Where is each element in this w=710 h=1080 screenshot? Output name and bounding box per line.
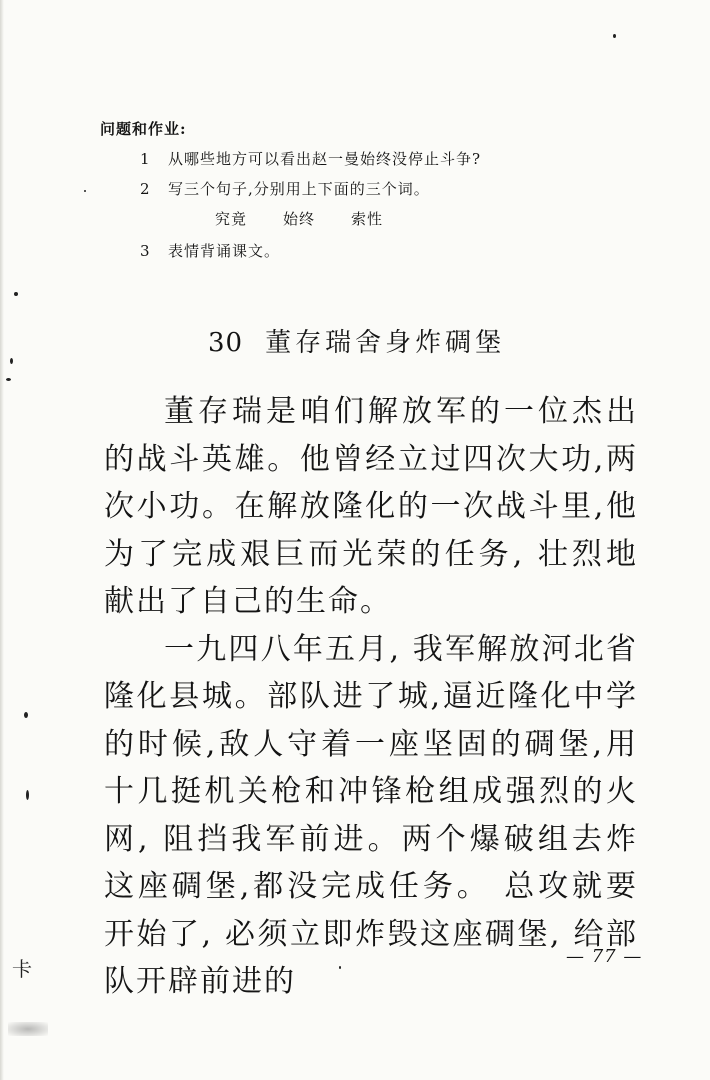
scan-speck (24, 712, 28, 718)
scan-speck (84, 190, 86, 192)
exercise-item-number: 1 (140, 150, 151, 168)
lesson-body (104, 388, 638, 1006)
scan-speck (14, 292, 18, 296)
exercise-item-number: 3 (140, 242, 151, 260)
lesson-title (208, 322, 505, 359)
scan-speck (10, 358, 13, 364)
lesson-number: 30 (208, 328, 244, 358)
page-number: — 77 — (566, 946, 643, 967)
paragraph: 一九四八年五月, 我军解放河北省隆化县城。部队进了城,逼近隆化中学的时候,敌人守着一座坚固的碉堡,用十几挺机关枪和冲锋枪组成强烈的火网, 阻挡我军前进。两个爆破组去炸这座碉堡,都没完成任务。 总攻就要开始了, 必须立即炸毁这座碉堡, 给部队开辟前进的 (104, 631, 638, 999)
scan-speck (613, 34, 616, 38)
lesson-title-text: 董存瑞舍身炸碉堡 (265, 328, 506, 358)
scan-smudge (8, 1022, 48, 1036)
exercise-item (140, 178, 430, 199)
vocab-word: 究竟 (215, 210, 248, 228)
exercise-item-text: 表情背诵课文。 (168, 242, 281, 260)
exercise-item-number: 2 (140, 180, 151, 198)
exercise-item-text: 写三个句子,分别用上下面的三个词。 (168, 180, 430, 198)
exercise-item (140, 240, 280, 261)
scan-speck (26, 790, 29, 800)
vocab-word: 索性 (351, 210, 384, 228)
paragraph: 董存瑞是咱们解放军的一位杰出的战斗英雄。他曾经立过四次大功,两次小功。在解放隆化的一次战斗里,他为了完成艰巨而光荣的任务, 壮烈地献出了自己的生命。 (104, 394, 638, 619)
exercise-item-text: 从哪些地方可以看出赵一曼始终没停止斗争? (168, 150, 482, 168)
exercise-item (140, 148, 481, 169)
vocab-word: 始终 (283, 210, 316, 228)
scan-speck (6, 378, 11, 381)
page-edge-shadow (0, 0, 4, 1080)
vocab-list (215, 208, 419, 229)
margin-mark: 卡 (12, 957, 32, 981)
exercise-heading: 问题和作业: (100, 120, 187, 138)
